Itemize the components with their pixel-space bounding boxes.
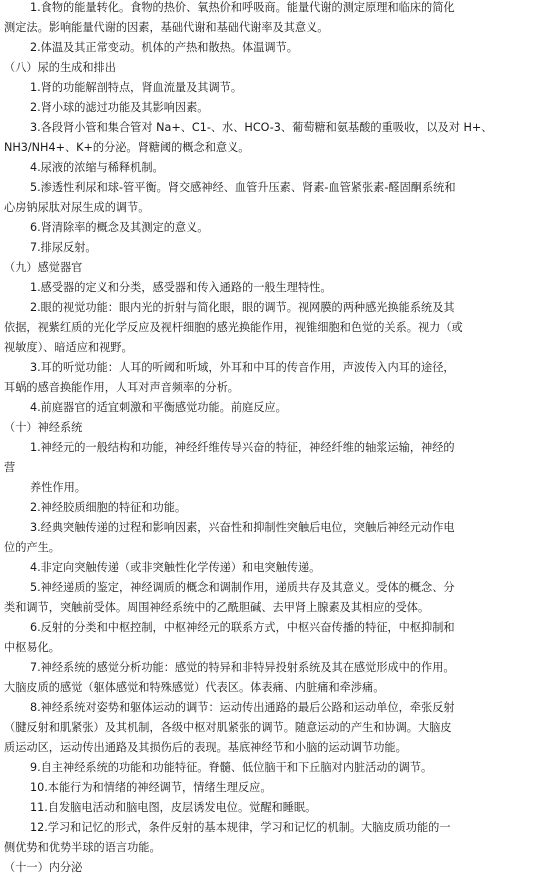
text-line: 5.神经递质的鉴定，神经调质的概念和调制作用，递质共存及其意义。受体的概念、分 — [30, 581, 455, 594]
text-line: 养性作用。 — [30, 481, 86, 494]
text-line: 3.经典突触传递的过程和影响因素，兴奋性和抑制性突触后电位，突触后神经元动作电 — [30, 521, 455, 534]
text-line: 1.神经元的一般结构和功能，神经纤维传导兴奋的特征，神经纤维的轴浆运输，神经的 — [30, 441, 455, 454]
section-heading: （九）感觉器官 — [4, 261, 83, 274]
text-line: 6.肾清除率的概念及其测定的意义。 — [30, 221, 209, 234]
section-heading: （十一）内分泌 — [4, 861, 83, 874]
text-line: 9.自主神经系统的功能和功能特征。脊髓、低位脑干和下丘脑对内脏活动的调节。 — [30, 761, 433, 774]
text-line: 7.排尿反射。 — [30, 241, 97, 254]
section-heading: （八）尿的生成和排出 — [4, 61, 116, 74]
text-line: 3.各段肾小管和集合管对 Na+、C1-、水、HCO-3、葡萄糖和氨基酸的重吸收，以及对 H+、 — [30, 121, 493, 134]
text-line: 2.神经胶质细胞的特征和功能。 — [30, 501, 187, 514]
text-line: 视敏度）、暗适应和视野。 — [4, 341, 133, 354]
text-line: 类和调节，突触前受体。周围神经系统中的乙酰胆碱、去甲肾上腺素及其相应的受体。 — [4, 601, 430, 614]
text-line: NH3/NH4+、K+的分泌。肾糖阈的概念和意义。 — [4, 141, 250, 154]
text-line: 中枢易化。 — [4, 641, 60, 654]
text-line: 11.自发脑电活动和脑电图，皮层诱发电位。觉醒和睡眠。 — [30, 801, 317, 814]
text-line: 7.神经系统的感觉分析功能：感觉的特异和非特异投射系统及其在感觉形成中的作用。 — [30, 661, 455, 674]
text-line: 大脑皮质的感觉（躯体感觉和特殊感觉）代表区。体表痛、内脏痛和牵涉痛。 — [4, 681, 385, 694]
text-line: 侧优势和优势半球的语言功能。 — [4, 841, 161, 854]
text-line: 依据，视紫红质的光化学反应及视杆细胞的感光换能作用，视锥细胞和色觉的关系。视力（或 — [4, 321, 463, 334]
text-line: 4.尿液的浓缩与稀释机制。 — [30, 161, 164, 174]
text-line: 2.肾小球的滤过功能及其影响因素。 — [30, 101, 209, 114]
text-line: 1.肾的功能解剖特点，肾血流量及其调节。 — [30, 81, 243, 94]
text-line: 1.感受器的定义和分类，感受器和传入通路的一般生理特性。 — [30, 281, 332, 294]
text-line: 2.体温及其正常变动。机体的产热和散热。体温调节。 — [30, 41, 298, 54]
text-line: 耳蜗的感音换能作用，人耳对声音频率的分析。 — [4, 381, 239, 394]
text-line: 8.神经系统对姿势和躯体运动的调节：运动传出通路的最后公路和运动单位，牵张反射 — [30, 701, 455, 714]
text-line: 质运动区，运动传出通路及其损伤后的表现。基底神经节和小脑的运动调节功能。 — [4, 741, 407, 754]
text-line: 4.非定向突触传递（或非突触性化学传递）和电突触传递。 — [30, 561, 321, 574]
text-line: 1.食物的能量转化。食物的热价、氧热价和呼吸商。能量代谢的测定原理和临床的简化 — [30, 1, 455, 14]
text-line: （腱反射和肌紧张）及其机制，各级中枢对肌紧张的调节。随意运动的产生和协调。大脑皮 — [4, 721, 452, 734]
text-line: 营 — [4, 461, 16, 474]
text-line: 6.反射的分类和中枢控制，中枢神经元的联系方式，中枢兴奋传播的特征，中枢抑制和 — [30, 621, 455, 634]
text-line: 12.学习和记忆的形式，条件反射的基本规律，学习和记忆的机制。大脑皮质功能的一 — [30, 821, 451, 834]
text-line: 10.本能行为和情绪的神经调节，情绪生理反应。 — [30, 781, 272, 794]
text-line: 测定法。影响能量代谢的因素，基础代谢和基础代谢率及其意义。 — [4, 21, 329, 34]
text-line: 心房钠尿肽对尿生成的调节。 — [4, 201, 150, 214]
text-line: 2.眼的视觉功能：眼内光的折射与简化眼，眼的调节。视网膜的两种感光换能系统及其 — [30, 301, 455, 314]
section-heading: （十）神经系统 — [4, 421, 83, 434]
text-line: 5.渗透性利尿和球-管平衡。肾交感神经、血管升压素、肾素-血管紧张素-醛固酮系统和 — [30, 181, 456, 194]
text-line: 3.耳的听觉功能：人耳的听阈和听域，外耳和中耳的传音作用，声波传入内耳的途径， — [30, 361, 455, 374]
text-line: 位的产生。 — [4, 541, 60, 554]
text-line: 4.前庭器官的适宜刺激和平衡感觉功能。前庭反应。 — [30, 401, 287, 414]
